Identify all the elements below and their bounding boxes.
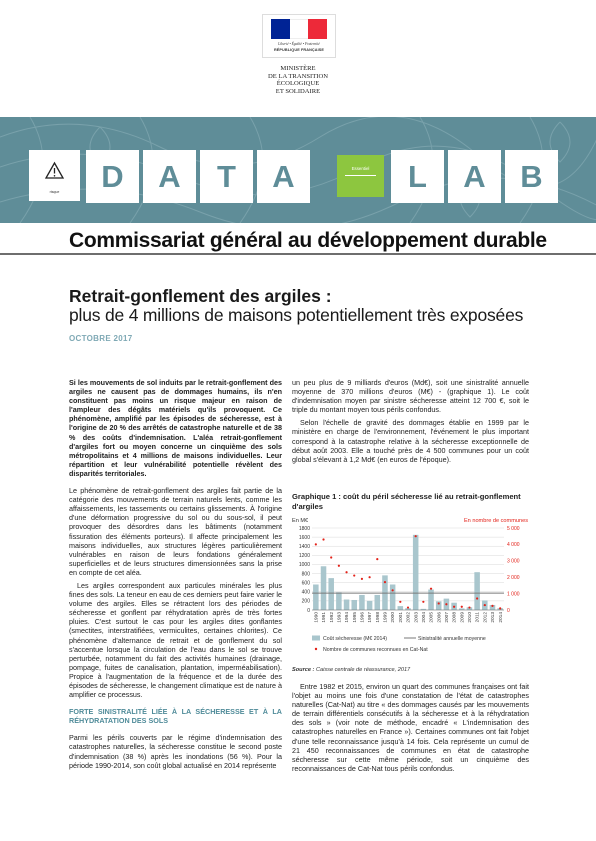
publication-date: OCTOBRE 2017 bbox=[69, 334, 133, 343]
republique-francaise-logo bbox=[262, 14, 336, 58]
drought-cost-chart bbox=[292, 514, 532, 666]
graph-title: Graphique 1 : coût du péril sécheresse lié au retrait-gonflement d'argiles bbox=[292, 492, 521, 511]
marianne-flag-icon bbox=[271, 19, 327, 39]
chart-point bbox=[445, 603, 447, 605]
chart-point bbox=[491, 605, 493, 607]
left-tick-label: 1400 bbox=[298, 544, 310, 551]
chart-bar bbox=[328, 578, 334, 610]
essentiel-badge bbox=[337, 155, 384, 197]
chart-bar bbox=[313, 584, 319, 610]
x-tick-label: 1990 bbox=[314, 612, 320, 623]
chart-bar bbox=[413, 535, 419, 610]
intro-paragraph: Si les mouvements de sol induits par le retrait-gonflement des argiles ne causent pas de dommages humains, ils n'en constituent pas moins un risque majeur en raison de l'ampleur des dégâts matériels qu'ils provoquent. Ce phénomène, amplifié par les épisodes de sécheresse, est à l'origine de 20 % des arrêtés de catastrophe naturelle et de 38 % des coûts d'indemnisation. L'aléa retrait-gonflement d'argiles fort ou moyen concerne un cinquième des sols métropolitains et 4 millions de maisons individuelles. Leur répartition et leur vulnérabilité potentielle révèlent des disparités territoriales. bbox=[69, 378, 282, 478]
publisher-name: Commissariat général au développement durable bbox=[69, 229, 547, 252]
chart-point bbox=[330, 556, 332, 558]
left-tick-label: 1200 bbox=[298, 553, 310, 560]
chart-bar bbox=[336, 592, 342, 610]
left-tick-label: 800 bbox=[301, 571, 310, 578]
banner-letter: L bbox=[391, 150, 444, 203]
chart-bar bbox=[359, 595, 365, 610]
chart-point bbox=[392, 589, 394, 591]
x-tick-label: 1996 bbox=[360, 612, 366, 623]
left-tick-label: 600 bbox=[301, 580, 310, 587]
left-column bbox=[69, 378, 282, 774]
x-tick-label: 2012 bbox=[483, 612, 489, 623]
chart-bar bbox=[375, 595, 381, 610]
left-tick-label: 0 bbox=[307, 607, 310, 614]
x-tick-label: 2011 bbox=[475, 612, 481, 623]
chart-point bbox=[315, 543, 317, 545]
essentiel-divider bbox=[345, 175, 376, 176]
chart-bar bbox=[474, 572, 480, 610]
risk-warning-badge bbox=[29, 150, 80, 201]
chart-point bbox=[468, 606, 470, 608]
chart-point bbox=[361, 578, 363, 580]
chart-point bbox=[345, 571, 347, 573]
x-tick-label: 1998 bbox=[375, 612, 381, 623]
body-paragraph: Parmi les périls couverts par le régime d'indemnisation des catastrophes naturelles, la sécheresse constitue le second poste d'indemnisation (38 %) après les inondations (56 %). Pour la période 1990-2014, son coût global actualisé en 2014 représente bbox=[69, 733, 282, 770]
risk-label: risque bbox=[49, 190, 60, 194]
banner-letter: A bbox=[143, 150, 196, 203]
x-tick-label: 1999 bbox=[383, 612, 389, 623]
datalab-banner bbox=[0, 117, 596, 223]
x-tick-label: 2002 bbox=[406, 612, 412, 623]
legend-label: Nombre de communes reconnues en Cat-Nat bbox=[323, 647, 428, 653]
chart-bar bbox=[398, 606, 404, 610]
publisher-bar bbox=[0, 226, 596, 254]
left-axis-label: En M€ bbox=[292, 518, 309, 524]
warning-triangle-icon bbox=[29, 150, 80, 190]
graph-source bbox=[292, 667, 410, 673]
legend-swatch-point bbox=[315, 648, 317, 650]
banner-letter: D bbox=[86, 150, 139, 203]
x-tick-label: 1997 bbox=[368, 612, 374, 623]
x-tick-label: 2005 bbox=[429, 612, 435, 623]
chart-point bbox=[407, 606, 409, 608]
ministry-name: MINISTÈRE DE LA TRANSITION ÉCOLOGIQUE ET SOLIDAIRE bbox=[268, 65, 328, 95]
chart-point bbox=[384, 581, 386, 583]
section-heading: FORTE SINISTRALITÉ LIÉE À LA SÉCHERESSE ET À LA RÉHYDRATATION DES SOLS bbox=[69, 707, 282, 726]
source-text: Caisse centrale de réassurance, 2017 bbox=[315, 667, 411, 673]
left-tick-label: 1800 bbox=[298, 525, 310, 532]
chart-point bbox=[461, 606, 463, 608]
x-tick-label: 2004 bbox=[421, 612, 427, 623]
x-tick-label: 2013 bbox=[491, 612, 497, 623]
banner-letter: B bbox=[505, 150, 558, 203]
left-tick-label: 1000 bbox=[298, 562, 310, 569]
x-tick-label: 1993 bbox=[337, 612, 343, 623]
body-paragraph: Selon l'échelle de gravité des dommages établie en 1999 par le ministère en charge de l'environnement, l'événement le plus important correspond à la catastrophe relative à la sécheresse exceptionnelle de début août 2003. Elle a touché près de 4 500 communes pour un coût global s'élevant à 1,2 Md€ (en euros de l'époque). bbox=[292, 418, 529, 464]
source-label: Source : bbox=[292, 667, 315, 673]
x-tick-label: 2006 bbox=[437, 612, 443, 623]
right-tick-label: 3 000 bbox=[507, 558, 520, 565]
chart-point bbox=[476, 597, 478, 599]
x-tick-label: 1992 bbox=[329, 612, 335, 623]
document-subtitle: plus de 4 millions de maisons potentiellement très exposées bbox=[69, 305, 524, 325]
x-tick-label: 2008 bbox=[452, 612, 458, 623]
chart-point bbox=[353, 574, 355, 576]
x-tick-label: 1991 bbox=[322, 612, 328, 623]
chart-point bbox=[322, 538, 324, 540]
legend-label: Sinistralité annuelle moyenne bbox=[418, 636, 486, 642]
legend-swatch-bar bbox=[312, 636, 320, 641]
chart-point bbox=[438, 602, 440, 604]
x-tick-label: 2010 bbox=[468, 612, 474, 623]
x-tick-label: 2003 bbox=[414, 612, 420, 623]
body-paragraph: Les argiles correspondent aux particules minérales les plus fines des sols. La teneur en eau de ces derniers peut faire varier le volume des argiles. Elles se rétractent lors des périodes de sécheresse et gonflent par réhydratation après de très fortes pluies. C'est surtout le cas pour les argiles dites gonflantes (smectites, interstratifiées, vermiculites, certaines chlorites). Ce phénomène d'alternance de retrait et de gonflement du sol s'accentue lorsque la circulation de l'eau dans le sol se trouve perturbée, notamment du fait des activités humaines (drainage, pompage, fuites de canalisation, plantation, imperméabilisation). Propice à l'augmentation de la fréquence et de la durée des épisodes de sécheresse, le changement climatique est de nature à amplifier ce processus. bbox=[69, 580, 282, 700]
x-tick-label: 2007 bbox=[445, 612, 450, 623]
document-title: Retrait-gonflement des argiles : bbox=[69, 286, 332, 306]
chart-bar bbox=[390, 584, 396, 610]
chart-bar bbox=[321, 566, 327, 610]
body-paragraph: un peu plus de 9 milliards d'euros (Md€), soit une sinistralité annuelle moyenne de 370 millions d'euros (M€) - (graphique 1). Le coût d'indemnisation moyen par sinistre sécheresse atteint 12 700 €, soit le triple du montant moyen tous périls confondus. bbox=[292, 378, 529, 415]
chart-container bbox=[292, 514, 532, 666]
legend-label: Coût sécheresse (M€ 2014) bbox=[323, 636, 388, 642]
chart-bar bbox=[428, 590, 434, 611]
chart-point bbox=[430, 588, 432, 590]
chart-point bbox=[484, 604, 486, 606]
right-column-continued bbox=[292, 682, 529, 777]
banner-letter: A bbox=[448, 150, 501, 203]
chart-point bbox=[422, 601, 424, 603]
left-tick-label: 200 bbox=[301, 598, 310, 605]
chart-point bbox=[415, 535, 417, 537]
chart-point bbox=[453, 606, 455, 608]
right-tick-label: 1 000 bbox=[507, 591, 520, 598]
x-tick-label: 2001 bbox=[398, 612, 404, 623]
chart-point bbox=[376, 558, 378, 560]
right-column bbox=[292, 378, 529, 468]
chart-bar bbox=[351, 600, 357, 610]
x-tick-label: 2000 bbox=[391, 612, 397, 623]
body-paragraph: Le phénomène de retrait-gonflement des argiles fait partie de la catégorie des mouvements de terrain naturels lents, comme les affaissements, les tassements ou certains glissements. À l'origine d'une déformation progressive du sol ou du sous-sol, il peut provoquer des désordres dans les bâtiments (notamment fissuration des éléments porteurs). Il affecte principalement les maisons individuelles, aux structures légères particulièrement vulnérables en raison de leurs fondations généralement superficielles et de leurs structures dimensionnées sans la prise en compte de cet aléa. bbox=[69, 486, 282, 577]
banner-letter: T bbox=[200, 150, 253, 203]
left-tick-label: 400 bbox=[301, 589, 310, 596]
banner-letter: A bbox=[257, 150, 310, 203]
publisher-underline bbox=[0, 253, 596, 255]
x-tick-label: 2014 bbox=[498, 612, 504, 623]
right-tick-label: 4 000 bbox=[507, 542, 520, 549]
x-tick-label: 2009 bbox=[460, 612, 466, 623]
chart-bar bbox=[367, 601, 373, 610]
chart-bar bbox=[344, 600, 350, 610]
right-tick-label: 0 bbox=[507, 607, 510, 614]
chart-point bbox=[369, 576, 371, 578]
essentiel-label: Essentiel bbox=[351, 166, 370, 171]
x-tick-label: 1994 bbox=[345, 612, 351, 623]
chart-point bbox=[499, 607, 501, 609]
right-tick-label: 5 000 bbox=[507, 525, 520, 532]
chart-point bbox=[338, 565, 340, 567]
x-tick-label: 1995 bbox=[352, 612, 358, 623]
chart-point bbox=[399, 601, 401, 603]
body-paragraph: Entre 1982 et 2015, environ un quart des communes françaises ont fait l'objet au moins une fois d'une constatation de l'état de catastrophes naturelles (Cat-Nat) au titre « des dommages causés par les mouvements de terrain différentiels consécutifs à la sécheresse et à la réhydratation des sols » (voir note de méthode, encadré « L'indemnisation des catastrophes naturelles en France »). Certaines communes ont fait l'objet d'une telle reconnaissance jusqu'à 14 fois. Cela représente un cumul de 21 450 reconnaissances de communes en état de catastrophe sécheresse sur cette même période, soit un cinquième des reconnaissances de Cat-Nat tous périls confondus. bbox=[292, 682, 529, 773]
left-tick-label: 1600 bbox=[298, 534, 310, 541]
logo-motto: Liberté • Égalité • Fraternité bbox=[278, 42, 320, 46]
logo-republic: RÉPUBLIQUE FRANÇAISE bbox=[273, 48, 325, 52]
right-tick-label: 2 000 bbox=[507, 575, 520, 581]
right-axis-label: En nombre de communes bbox=[463, 518, 528, 524]
